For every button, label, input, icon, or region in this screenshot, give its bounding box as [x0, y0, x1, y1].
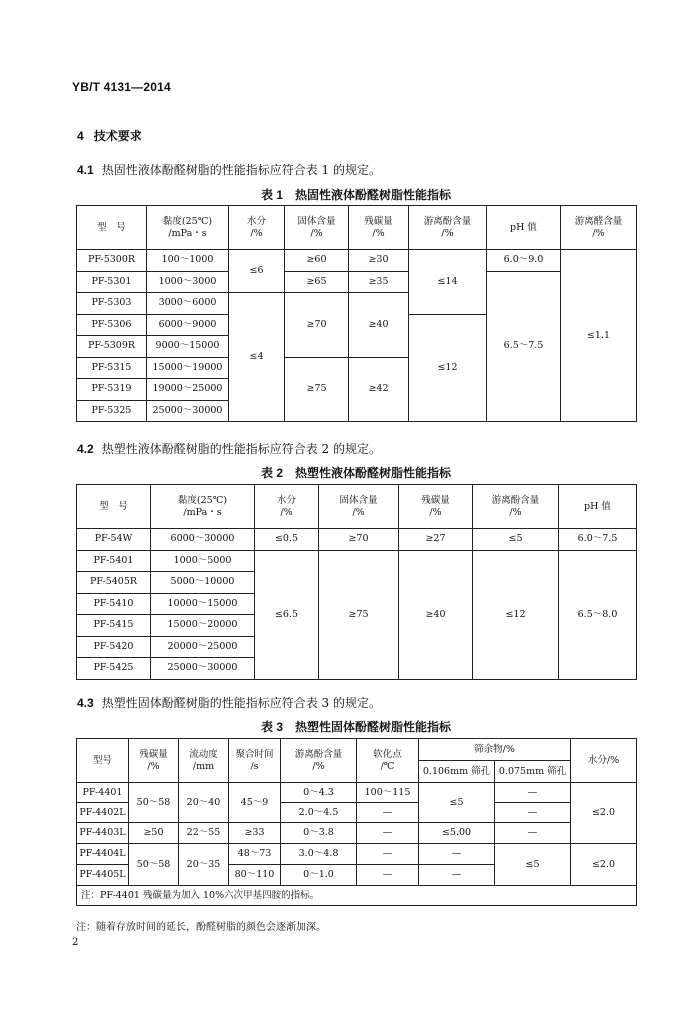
table1	[76, 205, 637, 422]
model-cell: PF-54W	[77, 529, 151, 551]
table3-header: 型号	[77, 739, 129, 783]
model-cell: PF-5309R	[77, 336, 147, 358]
paragraph-4-3	[77, 694, 381, 711]
standard-number: YB/T 4131—2014	[72, 80, 171, 94]
table1-header: 游离醛含量 /%	[561, 206, 637, 250]
free-phenol-cell: 3.0～4.8	[281, 844, 357, 865]
viscosity-cell: 19000～25000	[147, 379, 229, 401]
carbon-cell: ≥42	[349, 357, 409, 422]
table2-header: 型 号	[77, 485, 151, 529]
softening-cell: —	[357, 844, 419, 865]
model-cell: PF-5300R	[77, 250, 147, 272]
table3-header: 残碳量 /%	[129, 739, 179, 783]
moisture-cell: ≤6	[229, 250, 285, 293]
model-cell: PF-5325	[77, 400, 147, 422]
moisture-cell: ≤2.0	[571, 844, 637, 886]
model-cell: PF-5303	[77, 293, 147, 315]
table2-header: 固体含量 /%	[319, 485, 399, 529]
table1-header: 固体含量 /%	[285, 206, 349, 250]
carbon-cell: ≥40	[349, 293, 409, 358]
sieve-106-cell: —	[419, 865, 495, 886]
table1-header-row	[77, 206, 637, 250]
viscosity-cell: 1000～3000	[147, 271, 229, 293]
flow-cell: 20～40	[179, 783, 229, 823]
solid-cell: ≥75	[285, 357, 349, 422]
page-number: 2	[72, 937, 79, 948]
viscosity-cell: 20000～25000	[151, 636, 255, 658]
model-cell: PF-5420	[77, 636, 151, 658]
page-note: 注：随着存放时间的延长，酚醛树脂的颜色会逐渐加深。	[76, 922, 326, 933]
sieve-075-cell: —	[495, 783, 571, 803]
ph-cell: 6.5～7.5	[487, 271, 561, 422]
carbon-cell: 50～58	[129, 844, 179, 886]
section-title: 技术要求	[93, 129, 142, 143]
free-phenol-cell: ≤12	[409, 314, 487, 422]
flow-cell: 22～55	[179, 823, 229, 844]
table-row	[77, 823, 637, 844]
sieve-075-cell: ≤5	[495, 844, 571, 886]
ph-cell: 6.0～9.0	[487, 250, 561, 272]
viscosity-cell: 10000～15000	[151, 593, 255, 615]
viscosity-cell: 6000～9000	[147, 314, 229, 336]
gel-cell: 48～73	[229, 844, 281, 865]
table3-header: 筛余物/%	[419, 739, 571, 761]
table3-note-row	[77, 886, 637, 906]
table3-header: 游离酚含量 /%	[281, 739, 357, 783]
model-cell: PF-5405R	[77, 572, 151, 594]
gel-cell: 45～9	[229, 783, 281, 823]
section-heading	[77, 127, 142, 144]
clause-number: 4.1	[77, 163, 94, 177]
clause-text: 热固性液体酚醛树脂的性能指标应符合表 1 的规定。	[101, 163, 381, 177]
table2-header: pH 值	[559, 485, 637, 529]
viscosity-cell: 3000～6000	[147, 293, 229, 315]
table3-header: 水分/%	[571, 739, 637, 783]
paragraph-4-1	[77, 161, 381, 178]
table3-note: 注：PF-4401 残碳量为加入 10%六次甲基四胺的指标。	[77, 886, 637, 906]
solid-cell: ≥60	[285, 250, 349, 272]
carbon-cell: ≥35	[349, 271, 409, 293]
flow-cell: 20～35	[179, 844, 229, 886]
clause-number: 4.2	[77, 442, 94, 456]
gel-cell: ≥33	[229, 823, 281, 844]
ph-cell: 6.0～7.5	[559, 529, 637, 551]
table3-header: 软化点 /℃	[357, 739, 419, 783]
free-phenol-cell: 0～4.3	[281, 783, 357, 803]
table1-header: 黏度(25℃) /mPa・s	[147, 206, 229, 250]
sieve-075-cell: —	[495, 803, 571, 823]
softening-cell: —	[357, 803, 419, 823]
carbon-cell: 50～58	[129, 783, 179, 823]
clause-number: 4.3	[77, 696, 94, 710]
table-row	[77, 529, 637, 551]
table-row	[77, 844, 637, 865]
model-cell: PF-4401	[77, 783, 129, 803]
softening-cell: —	[357, 865, 419, 886]
carbon-cell: ≥27	[399, 529, 473, 551]
table1-header: pH 值	[487, 206, 561, 250]
sieve-106-cell: —	[419, 844, 495, 865]
table1-header: 游离酚含量 /%	[409, 206, 487, 250]
model-cell: PF-4405L	[77, 865, 129, 886]
carbon-cell: ≥50	[129, 823, 179, 844]
table3-header: 流动度 /mm	[179, 739, 229, 783]
moisture-cell: ≤2.0	[571, 783, 637, 844]
clause-text: 热塑性液体酚醛树脂的性能指标应符合表 2 的规定。	[101, 442, 381, 456]
table3-header-row	[77, 739, 637, 761]
ph-cell: 6.5～8.0	[559, 550, 637, 679]
table-row	[77, 783, 637, 803]
free-phenol-cell: ≤14	[409, 250, 487, 315]
model-cell: PF-5306	[77, 314, 147, 336]
free-phenol-cell: ≤5	[473, 529, 559, 551]
paragraph-4-2	[77, 440, 381, 457]
table3-header: 聚合时间 /s	[229, 739, 281, 783]
table2-header: 游离酚含量 /%	[473, 485, 559, 529]
solid-cell: ≥75	[319, 550, 399, 679]
model-cell: PF-5401	[77, 550, 151, 572]
table-row	[77, 271, 637, 293]
viscosity-cell: 5000～10000	[151, 572, 255, 594]
sieve-075-cell: —	[495, 823, 571, 844]
table1-header: 型 号	[77, 206, 147, 250]
table3	[76, 738, 637, 906]
solid-cell: ≥70	[285, 293, 349, 358]
clause-text: 热塑性固体酚醛树脂的性能指标应符合表 3 的规定。	[101, 696, 381, 710]
free-aldehyde-cell: ≤1.1	[561, 250, 637, 422]
table3-header: 0.075mm 筛孔	[495, 761, 571, 783]
model-cell: PF-4403L	[77, 823, 129, 844]
gel-cell: 80～110	[229, 865, 281, 886]
model-cell: PF-5319	[77, 379, 147, 401]
table2-header: 水分 /%	[255, 485, 319, 529]
free-phenol-cell: 0～1.0	[281, 865, 357, 886]
free-phenol-cell: 0～3.8	[281, 823, 357, 844]
table1-header: 水分 /%	[229, 206, 285, 250]
table-row	[77, 550, 637, 572]
model-cell: PF-5425	[77, 658, 151, 680]
moisture-cell: ≤6.5	[255, 550, 319, 679]
model-cell: PF-5415	[77, 615, 151, 637]
viscosity-cell: 25000～30000	[147, 400, 229, 422]
table2-header: 黏度(25℃) /mPa・s	[151, 485, 255, 529]
table2-caption: 表 2 热塑性液体酚醛树脂性能指标	[260, 466, 451, 480]
moisture-cell: ≤4	[229, 293, 285, 422]
viscosity-cell: 6000～30000	[151, 529, 255, 551]
softening-cell: 100～115	[357, 783, 419, 803]
free-phenol-cell: 2.0～4.5	[281, 803, 357, 823]
sieve-106-cell: ≤5	[419, 783, 495, 823]
moisture-cell: ≤0.5	[255, 529, 319, 551]
table1-caption: 表 1 热固性液体酚醛树脂性能指标	[260, 188, 451, 202]
solid-cell: ≥65	[285, 271, 349, 293]
sieve-106-cell: ≤5.00	[419, 823, 495, 844]
solid-cell: ≥70	[319, 529, 399, 551]
free-phenol-cell: ≤12	[473, 550, 559, 679]
table-row	[77, 250, 637, 272]
viscosity-cell: 15000～19000	[147, 357, 229, 379]
table2-header-row	[77, 485, 637, 529]
viscosity-cell: 100～1000	[147, 250, 229, 272]
table3-header: 0.106mm 筛孔	[419, 761, 495, 783]
table2	[76, 484, 637, 680]
section-number: 4	[77, 129, 84, 143]
model-cell: PF-5410	[77, 593, 151, 615]
model-cell: PF-4404L	[77, 844, 129, 865]
viscosity-cell: 1000～5000	[151, 550, 255, 572]
viscosity-cell: 25000～30000	[151, 658, 255, 680]
softening-cell: —	[357, 823, 419, 844]
viscosity-cell: 15000～20000	[151, 615, 255, 637]
model-cell: PF-5315	[77, 357, 147, 379]
carbon-cell: ≥30	[349, 250, 409, 272]
model-cell: PF-4402L	[77, 803, 129, 823]
viscosity-cell: 9000～15000	[147, 336, 229, 358]
table2-header: 残碳量 /%	[399, 485, 473, 529]
table3-caption: 表 3 热塑性固体酚醛树脂性能指标	[260, 720, 451, 734]
table1-header: 残碳量 /%	[349, 206, 409, 250]
model-cell: PF-5301	[77, 271, 147, 293]
carbon-cell: ≥40	[399, 550, 473, 679]
